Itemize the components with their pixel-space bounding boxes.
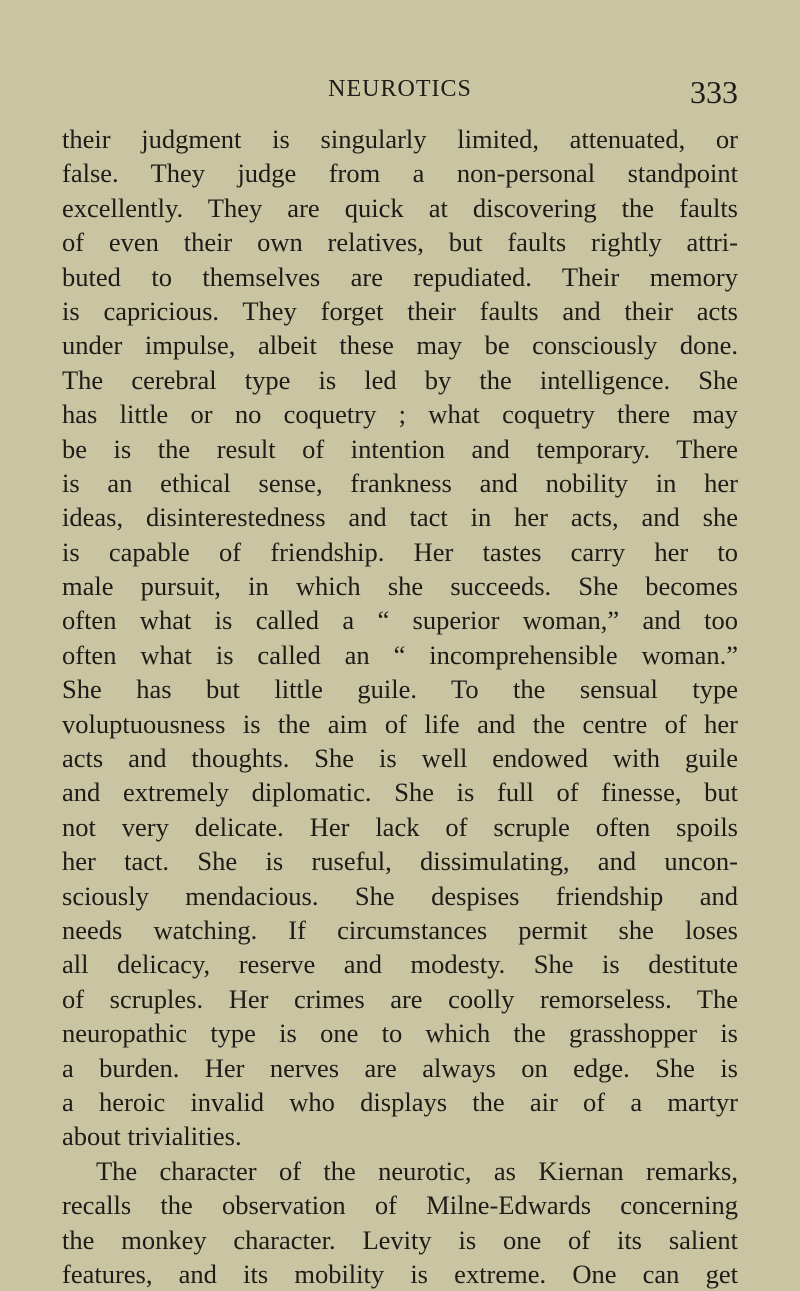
text-line: sciously mendacious. She despises friendship and	[62, 880, 738, 911]
running-head	[62, 70, 738, 110]
text-line: of even their own relatives, but faults rightly attri-	[62, 227, 738, 258]
text-line: buted to themselves are repudiated. Their memory	[62, 261, 738, 292]
text-line: their judgment is singularly limited, attenuated, or	[62, 124, 738, 154]
text-line: her tact. She is ruseful, dissimulating, and uncon-	[62, 846, 738, 877]
text-line: The character of the neurotic, as Kiernan remarks,	[96, 1155, 738, 1186]
text-line: the monkey character. Levity is one of its salient	[62, 1224, 738, 1255]
text-line: false. They judge from a non-personal standpoint	[62, 158, 738, 189]
text-line: not very delicate. Her lack of scruple often spoils	[62, 811, 738, 842]
text-line: ideas, disinterestedness and tact in her acts, and she	[62, 502, 738, 533]
text-line: about trivialities.	[62, 1121, 242, 1152]
text-line: voluptuousness is the aim of life and the centre of her	[62, 708, 738, 739]
running-head-title: NEUROTICS	[328, 76, 472, 102]
text-line: acts and thoughts. She is well endowed with guile	[62, 743, 738, 774]
text-line: all delicacy, reserve and modesty. She is destitute	[62, 949, 738, 980]
text-line: has little or no coquetry ; what coquetry there may	[62, 399, 738, 430]
text-line: neuropathic type is one to which the grasshopper is	[62, 1018, 738, 1049]
text-line: features, and its mobility is extreme. One can get	[62, 1258, 738, 1289]
text-line: male pursuit, in which she succeeds. She becomes	[62, 571, 738, 602]
text-line: is capricious. They forget their faults and their acts	[62, 295, 738, 326]
text-line: is capable of friendship. Her tastes carry her to	[62, 536, 738, 567]
page-number: 333	[690, 74, 738, 110]
text-line: often what is called an “ incomprehensible woman.”	[62, 639, 738, 670]
text-line: is an ethical sense, frankness and nobility in her	[62, 467, 738, 498]
text-line: a burden. Her nerves are always on edge. She is	[62, 1052, 738, 1083]
text-line: needs watching. If circumstances permit she loses	[62, 914, 738, 945]
text-line: She has but little guile. To the sensual type	[62, 674, 738, 705]
text-line: under impulse, albeit these may be consciously done.	[62, 330, 738, 361]
body-text	[62, 122, 738, 1291]
text-line: of scruples. Her crimes are coolly remorseless. The	[62, 983, 738, 1014]
text-line: recalls the observation of Milne-Edwards concerning	[62, 1190, 738, 1221]
text-line: often what is called a “ superior woman,” and too	[62, 605, 738, 636]
text-line: excellently. They are quick at discovering the faults	[62, 192, 738, 223]
text-line: be is the result of intention and temporary. There	[62, 433, 738, 464]
text-line: a heroic invalid who displays the air of a martyr	[62, 1086, 738, 1117]
text-line: and extremely diplomatic. She is full of finesse, but	[62, 777, 738, 808]
text-line: The cerebral type is led by the intelligence. She	[62, 364, 738, 395]
